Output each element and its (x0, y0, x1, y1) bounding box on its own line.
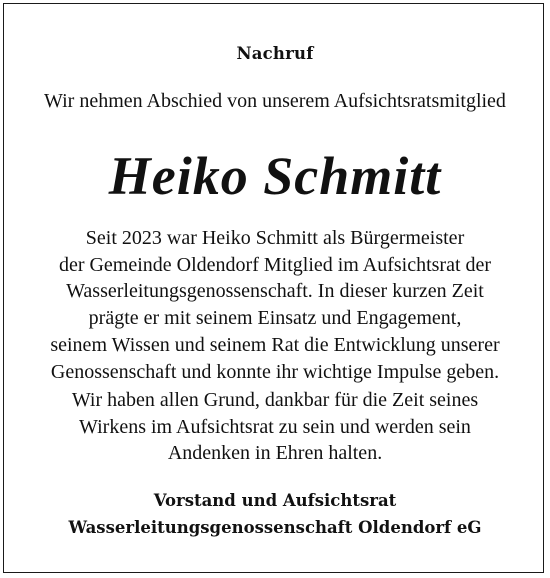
paragraph-gratitude (0, 387, 550, 467)
text-line: Andenken in Ehren halten. (167, 442, 383, 464)
notice-heading: Nachruf (236, 44, 314, 63)
text-line: der Gemeinde Oldendorf Mitglied im Aufsichtsrat der (58, 253, 492, 276)
text-line: Seit 2023 war Heiko Schmitt als Bürgermeister (85, 227, 465, 249)
paragraph-tenure (0, 225, 550, 331)
text-line: seinem Wissen und seinem Rat die Entwicklung unserer (50, 334, 500, 356)
text-line: Wir haben allen Grund, dankbar für die Zeit seines (71, 389, 479, 411)
text-line: Wasserleitungsgenossenschaft. In dieser kurzen Zeit (66, 280, 484, 302)
intro-line: Wir nehmen Abschied von unserem Aufsichtsratsmitglied (44, 90, 506, 112)
text-line: prägte er mit seinem Einsatz und Engagement, (88, 306, 462, 329)
signature-organization: Wasserleitungsgenossenschaft Oldendorf eG (68, 518, 482, 537)
text-line: Genossenschaft und konnte ihr wichtige Impulse geben. (50, 360, 500, 383)
paragraph-contribution (0, 332, 550, 385)
signature-board: Vorstand und Aufsichtsrat (153, 491, 397, 510)
signature-block (0, 487, 550, 541)
text-line: Wirkens im Aufsichtsrat zu sein und werden sein (79, 415, 471, 438)
deceased-name: Heiko Schmitt (108, 146, 442, 206)
